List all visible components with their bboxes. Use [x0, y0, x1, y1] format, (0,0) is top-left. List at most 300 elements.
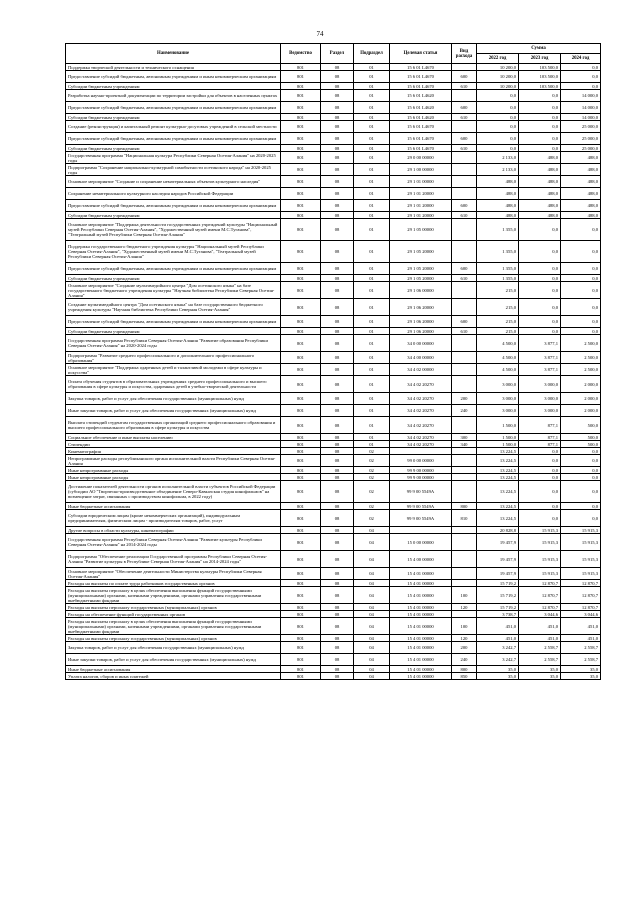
- cell-podrazdel: 01: [354, 241, 390, 263]
- cell-expense-type: 120: [452, 604, 477, 611]
- cell-target-article: 15 6 01 L4620: [390, 102, 452, 114]
- table-row: [66, 434, 601, 441]
- table-row: [66, 673, 601, 680]
- cell-podrazdel: 02: [354, 503, 390, 510]
- cell-podrazdel: 01: [354, 316, 390, 328]
- table-row: [66, 200, 601, 212]
- cell-vedomstvo: 801: [281, 666, 321, 673]
- cell-sum-2023: 488,0: [519, 164, 561, 176]
- cell-name: Социальное обеспечение и иные выплаты населению: [66, 434, 281, 441]
- cell-expense-type: [452, 455, 477, 467]
- cell-sum-2022: 1 355,0: [477, 241, 519, 263]
- table-row: [66, 164, 601, 176]
- cell-vedomstvo: 801: [281, 474, 321, 481]
- cell-expense-type: 610: [452, 145, 477, 152]
- cell-razdel: 08: [321, 376, 354, 393]
- cell-podrazdel: 01: [354, 114, 390, 121]
- cell-sum-2023: 0,0: [519, 455, 561, 467]
- cell-podrazdel: 01: [354, 376, 390, 393]
- cell-razdel: 08: [321, 83, 354, 90]
- cell-sum-2024: 35,0: [561, 673, 601, 680]
- cell-sum-2024: 0,0: [561, 83, 601, 90]
- cell-target-article: 34 4 02 20270: [390, 434, 452, 441]
- cell-sum-2022: 488,0: [477, 188, 519, 200]
- table-row: [66, 335, 601, 352]
- cell-sum-2022: 3 000,0: [477, 393, 519, 405]
- cell-sum-2024: 12 870,7: [561, 604, 601, 611]
- cell-podrazdel: 01: [354, 335, 390, 352]
- cell-vedomstvo: 801: [281, 635, 321, 642]
- cell-sum-2022: 3 000,0: [477, 376, 519, 393]
- cell-razdel: 08: [321, 580, 354, 587]
- cell-sum-2023: 488,0: [519, 188, 561, 200]
- cell-vedomstvo: 801: [281, 212, 321, 219]
- table-row: [66, 71, 601, 83]
- cell-podrazdel: 02: [354, 481, 390, 503]
- cell-target-article: 29 1 01 00000: [390, 176, 452, 188]
- cell-podrazdel: 01: [354, 434, 390, 441]
- cell-expense-type: [452, 299, 477, 316]
- cell-sum-2023: 3 877,1: [519, 335, 561, 352]
- cell-sum-2022: 1 500,0: [477, 417, 519, 434]
- table-row: [66, 417, 601, 434]
- cell-sum-2024: 0,0: [561, 448, 601, 455]
- cell-target-article: 15 4 01 00000: [390, 618, 452, 635]
- cell-sum-2022: 3 242,7: [477, 654, 519, 666]
- cell-sum-2024: 0,0: [561, 275, 601, 282]
- cell-sum-2024: 2 500,0: [561, 335, 601, 352]
- cell-name: Иные непрограммные расходы: [66, 474, 281, 481]
- header-sum: Сумма: [477, 44, 601, 54]
- cell-sum-2023: 488,0: [519, 212, 561, 219]
- table-row: [66, 328, 601, 335]
- cell-target-article: [390, 448, 452, 455]
- cell-sum-2023: 0,0: [519, 299, 561, 316]
- table-row: [66, 83, 601, 90]
- cell-sum-2022: 13 224,5: [477, 510, 519, 527]
- cell-vedomstvo: 801: [281, 200, 321, 212]
- cell-vedomstvo: 801: [281, 568, 321, 580]
- cell-name: Создание мультимедийного центра "Дом осетинского языка" на базе государственного бюджетного учреждения культуры "Научная библиотека Республики Северная Осетия-Алания": [66, 299, 281, 316]
- cell-vedomstvo: 801: [281, 328, 321, 335]
- cell-podrazdel: 01: [354, 145, 390, 152]
- cell-sum-2023: 12 870,7: [519, 604, 561, 611]
- cell-sum-2024: 2 558,7: [561, 654, 601, 666]
- cell-sum-2024: 25 000,0: [561, 133, 601, 145]
- cell-sum-2024: 2 500,0: [561, 352, 601, 364]
- cell-sum-2024: 488,0: [561, 188, 601, 200]
- cell-sum-2023: 3 877,1: [519, 364, 561, 376]
- cell-podrazdel: 01: [354, 282, 390, 299]
- cell-razdel: 08: [321, 455, 354, 467]
- cell-podrazdel: 04: [354, 551, 390, 568]
- cell-name: Государственная программа "Национальная культура Республики Северная Осетия-Алания" на 2020-2025 годы: [66, 152, 281, 164]
- cell-expense-type: 340: [452, 441, 477, 448]
- cell-sum-2024: 0,0: [561, 316, 601, 328]
- cell-expense-type: 800: [452, 666, 477, 673]
- table-row: [66, 405, 601, 417]
- cell-target-article: 29 0 00 00000: [390, 152, 452, 164]
- cell-razdel: 08: [321, 604, 354, 611]
- cell-name: Субсидии бюджетным учреждениям: [66, 212, 281, 219]
- cell-sum-2022: 3 242,7: [477, 642, 519, 654]
- cell-target-article: 29 1 06 20000: [390, 328, 452, 335]
- cell-expense-type: 610: [452, 212, 477, 219]
- cell-target-article: 34 0 00 00000: [390, 335, 452, 352]
- cell-expense-type: [452, 527, 477, 534]
- cell-sum-2024: 488,0: [561, 164, 601, 176]
- cell-expense-type: [452, 481, 477, 503]
- cell-expense-type: 120: [452, 635, 477, 642]
- cell-podrazdel: 04: [354, 642, 390, 654]
- table-row: [66, 121, 601, 133]
- cell-expense-type: [452, 282, 477, 299]
- cell-sum-2023: 103 500,0: [519, 64, 561, 71]
- cell-target-article: 15 4 01 00000: [390, 580, 452, 587]
- cell-sum-2024: 25 000,0: [561, 145, 601, 152]
- cell-vedomstvo: 801: [281, 434, 321, 441]
- cell-target-article: 29 1 05 20000: [390, 275, 452, 282]
- cell-podrazdel: 02: [354, 448, 390, 455]
- cell-name: Расходы на обеспечение функций государственных органов: [66, 611, 281, 618]
- header-year-2024: 2024 год: [561, 54, 601, 64]
- cell-podrazdel: 04: [354, 568, 390, 580]
- cell-sum-2022: 4 500,0: [477, 335, 519, 352]
- cell-expense-type: [452, 352, 477, 364]
- cell-sum-2023: 12 870,7: [519, 580, 561, 587]
- cell-name: Расходы на выплаты персоналу государственных (муниципальных) органов: [66, 604, 281, 611]
- cell-sum-2022: 0,0: [477, 121, 519, 133]
- cell-target-article: 15 6 01 L4670: [390, 133, 452, 145]
- cell-razdel: 08: [321, 417, 354, 434]
- cell-sum-2024: 12 870,7: [561, 580, 601, 587]
- cell-sum-2023: 2 558,7: [519, 642, 561, 654]
- table-row: [66, 611, 601, 618]
- cell-target-article: 99 9 00 00000: [390, 467, 452, 474]
- cell-name: Закупка товаров, работ и услуг для обеспечения государственных (муниципальных) нужд: [66, 642, 281, 654]
- cell-sum-2024: 0,0: [561, 481, 601, 503]
- cell-name: Основное мероприятие "Создание мультимедийного центра "Дом осетинского языка" на базе государственного бюджетного учреждения культуры "Научная библиотека Республики Северная Осетия-Алания": [66, 282, 281, 299]
- cell-name: Уплата налогов, сборов и иных платежей: [66, 673, 281, 680]
- cell-sum-2023: 451,0: [519, 618, 561, 635]
- cell-sum-2023: 12 870,7: [519, 587, 561, 604]
- cell-vedomstvo: 801: [281, 467, 321, 474]
- header-podrazdel: Подраздел: [354, 44, 390, 64]
- cell-razdel: 08: [321, 587, 354, 604]
- cell-podrazdel: 01: [354, 263, 390, 275]
- cell-name: Непрограммные расходы республиканского органа исполнительной власти Республики Северная Осетия-Алания: [66, 455, 281, 467]
- cell-name: Основное мероприятие "Поддержка одаренных детей и талантливой молодежи в сфере культуры и искусства": [66, 364, 281, 376]
- cell-expense-type: [452, 568, 477, 580]
- cell-expense-type: 600: [452, 263, 477, 275]
- table-row: [66, 299, 601, 316]
- cell-sum-2022: 10 200,0: [477, 71, 519, 83]
- cell-vedomstvo: 801: [281, 393, 321, 405]
- cell-vedomstvo: 801: [281, 275, 321, 282]
- cell-target-article: 15 6 01 L4620: [390, 90, 452, 102]
- cell-sum-2023: 0,0: [519, 133, 561, 145]
- cell-razdel: 08: [321, 666, 354, 673]
- table-row: [66, 551, 601, 568]
- cell-sum-2024: 15 915,3: [561, 527, 601, 534]
- cell-target-article: 29 1 05 00000: [390, 219, 452, 241]
- cell-podrazdel: 01: [354, 64, 390, 71]
- cell-sum-2023: 0,0: [519, 241, 561, 263]
- cell-vedomstvo: 801: [281, 503, 321, 510]
- cell-sum-2022: 488,0: [477, 212, 519, 219]
- cell-expense-type: [452, 152, 477, 164]
- table-row: [66, 580, 601, 587]
- table-row: [66, 316, 601, 328]
- cell-expense-type: 610: [452, 114, 477, 121]
- cell-sum-2023: 35,0: [519, 666, 561, 673]
- table-row: [66, 455, 601, 467]
- cell-podrazdel: 04: [354, 666, 390, 673]
- cell-sum-2022: 488,0: [477, 176, 519, 188]
- cell-expense-type: [452, 219, 477, 241]
- cell-vedomstvo: 801: [281, 364, 321, 376]
- cell-name: Стипендии: [66, 441, 281, 448]
- cell-vedomstvo: 801: [281, 611, 321, 618]
- cell-name: Другие вопросы в области культуры, кинематографии: [66, 527, 281, 534]
- cell-sum-2023: 0,0: [519, 145, 561, 152]
- cell-vedomstvo: 801: [281, 642, 321, 654]
- cell-sum-2024: 0,0: [561, 299, 601, 316]
- cell-sum-2022: 451,0: [477, 618, 519, 635]
- cell-razdel: 08: [321, 282, 354, 299]
- cell-sum-2023: 0,0: [519, 282, 561, 299]
- cell-vedomstvo: 801: [281, 580, 321, 587]
- cell-razdel: 08: [321, 364, 354, 376]
- cell-vedomstvo: 801: [281, 90, 321, 102]
- cell-vedomstvo: 801: [281, 352, 321, 364]
- cell-podrazdel: 01: [354, 133, 390, 145]
- table-row: [66, 145, 601, 152]
- cell-razdel: 08: [321, 90, 354, 102]
- cell-sum-2022: 15 719,2: [477, 580, 519, 587]
- cell-vedomstvo: 801: [281, 448, 321, 455]
- cell-sum-2023: 488,0: [519, 176, 561, 188]
- cell-sum-2023: 0,0: [519, 467, 561, 474]
- cell-razdel: 08: [321, 673, 354, 680]
- cell-name: Сохранение нематериального культурного наследия народов Российской Федерации: [66, 188, 281, 200]
- cell-sum-2024: 0,0: [561, 64, 601, 71]
- cell-sum-2024: 3 044,6: [561, 611, 601, 618]
- cell-podrazdel: 01: [354, 83, 390, 90]
- cell-name: Иные закупки товаров, работ и услуг для обеспечения государственных (муниципальных) нужд: [66, 654, 281, 666]
- cell-name: Государственная программа Республики Северная Осетия-Алания "Развитие образования Республики Северная Осетия-Алания" на 2020-2024 годы: [66, 335, 281, 352]
- cell-sum-2023: 15 915,3: [519, 568, 561, 580]
- cell-sum-2024: 2 000,0: [561, 405, 601, 417]
- cell-expense-type: [452, 241, 477, 263]
- cell-sum-2023: 3 000,0: [519, 393, 561, 405]
- cell-razdel: 08: [321, 503, 354, 510]
- cell-razdel: 08: [321, 393, 354, 405]
- cell-expense-type: [452, 64, 477, 71]
- cell-expense-type: [452, 335, 477, 352]
- cell-podrazdel: 04: [354, 654, 390, 666]
- table-row: [66, 64, 601, 71]
- cell-expense-type: [452, 467, 477, 474]
- cell-name: Предоставление субсидий бюджетным, автономным учреждениям и иным некоммерческим организациям: [66, 316, 281, 328]
- cell-sum-2023: 3 000,0: [519, 376, 561, 393]
- table-row: [66, 448, 601, 455]
- cell-sum-2022: 20 828,8: [477, 527, 519, 534]
- cell-name: Подпрограмма "Развитие среднего профессионального и дополнительного профессионального образования": [66, 352, 281, 364]
- cell-target-article: 15 4 01 00000: [390, 666, 452, 673]
- cell-sum-2022: 19 457,9: [477, 568, 519, 580]
- cell-razdel: 08: [321, 618, 354, 635]
- cell-razdel: 08: [321, 71, 354, 83]
- cell-target-article: 99 9 00 5549A: [390, 503, 452, 510]
- cell-target-article: 29 1 06 20000: [390, 299, 452, 316]
- cell-target-article: 29 1 01 20000: [390, 188, 452, 200]
- cell-expense-type: 610: [452, 275, 477, 282]
- cell-sum-2023: 35,0: [519, 673, 561, 680]
- cell-razdel: 08: [321, 275, 354, 282]
- cell-name: Расходы на выплаты персоналу в целях обеспечения выполнения функций государственными (муниципальными) органами, казенными учреждениями, органами управления государственными внебюджетными фондами: [66, 587, 281, 604]
- cell-sum-2023: 0,0: [519, 102, 561, 114]
- table-row: [66, 568, 601, 580]
- cell-expense-type: [452, 448, 477, 455]
- table-row: [66, 152, 601, 164]
- cell-name: Подпрограмма "Сохранение национально-культурной самобытности осетинского народа" на 2020-2025 годы: [66, 164, 281, 176]
- cell-target-article: [390, 527, 452, 534]
- cell-podrazdel: 01: [354, 275, 390, 282]
- cell-podrazdel: 01: [354, 71, 390, 83]
- cell-sum-2024: 2 558,7: [561, 642, 601, 654]
- cell-name: Предоставление субсидий бюджетным, автономным учреждениям и иным некоммерческим организациям: [66, 102, 281, 114]
- cell-sum-2023: 15 915,3: [519, 527, 561, 534]
- cell-vedomstvo: 801: [281, 405, 321, 417]
- cell-name: Субсидии юридическим лицам (кроме некоммерческих организаций), индивидуальным предпринимателям, физическим лицам - производителям товаров, работ, услуг: [66, 510, 281, 527]
- cell-razdel: 08: [321, 145, 354, 152]
- cell-sum-2023: 103 500,0: [519, 71, 561, 83]
- cell-sum-2022: 15 719,2: [477, 587, 519, 604]
- table-row: [66, 467, 601, 474]
- cell-podrazdel: 04: [354, 604, 390, 611]
- cell-podrazdel: 04: [354, 673, 390, 680]
- cell-sum-2022: 10 200,0: [477, 83, 519, 90]
- cell-sum-2022: 15 719,2: [477, 604, 519, 611]
- cell-target-article: 99 0 00 00000: [390, 455, 452, 467]
- cell-vedomstvo: 801: [281, 152, 321, 164]
- cell-podrazdel: 01: [354, 405, 390, 417]
- cell-razdel: 08: [321, 133, 354, 145]
- cell-razdel: 08: [321, 64, 354, 71]
- cell-razdel: 08: [321, 611, 354, 618]
- cell-expense-type: [452, 534, 477, 551]
- cell-razdel: 08: [321, 263, 354, 275]
- cell-razdel: 08: [321, 448, 354, 455]
- cell-sum-2024: 35,0: [561, 666, 601, 673]
- cell-name: Иные закупки товаров, работ и услуг для обеспечения государственных (муниципальных) нужд: [66, 405, 281, 417]
- cell-name: Разработка научно-проектной документации по территории застройки для объектов в населенных пунктах: [66, 90, 281, 102]
- cell-name: Субсидии бюджетным учреждениям: [66, 83, 281, 90]
- cell-vedomstvo: 801: [281, 241, 321, 263]
- cell-sum-2022: 1 355,0: [477, 275, 519, 282]
- cell-name: Предоставление субсидий бюджетным, автономным учреждениям и иным некоммерческим организациям: [66, 71, 281, 83]
- cell-name: Основное мероприятие "Обеспечение деятельности Министерства культуры Республики Северная Осетия-Алания": [66, 568, 281, 580]
- cell-razdel: 08: [321, 510, 354, 527]
- table-row: [66, 474, 601, 481]
- cell-expense-type: [452, 121, 477, 133]
- cell-sum-2023: 0,0: [519, 275, 561, 282]
- table-row: [66, 219, 601, 241]
- cell-sum-2022: 1 500,0: [477, 441, 519, 448]
- cell-podrazdel: 04: [354, 618, 390, 635]
- cell-vedomstvo: 801: [281, 102, 321, 114]
- cell-razdel: 08: [321, 527, 354, 534]
- cell-expense-type: [452, 90, 477, 102]
- cell-vedomstvo: 801: [281, 64, 321, 71]
- cell-expense-type: [452, 474, 477, 481]
- cell-sum-2023: 0,0: [519, 503, 561, 510]
- table-row: [66, 376, 601, 393]
- table-row: [66, 654, 601, 666]
- cell-razdel: 08: [321, 335, 354, 352]
- cell-vedomstvo: 801: [281, 673, 321, 680]
- table-row: [66, 503, 601, 510]
- cell-sum-2022: 3 000,0: [477, 405, 519, 417]
- cell-target-article: 15 4 00 00000: [390, 551, 452, 568]
- cell-sum-2023: 0,0: [519, 114, 561, 121]
- cell-expense-type: 600: [452, 133, 477, 145]
- cell-target-article: 34 4 02 00000: [390, 364, 452, 376]
- cell-sum-2023: 103 500,0: [519, 83, 561, 90]
- cell-sum-2024: 500,0: [561, 441, 601, 448]
- cell-podrazdel: 01: [354, 352, 390, 364]
- cell-razdel: 08: [321, 352, 354, 364]
- header-expense-type: Вид расхода: [452, 44, 477, 64]
- cell-target-article: 15 4 01 00000: [390, 611, 452, 618]
- cell-expense-type: [452, 364, 477, 376]
- table-header: [66, 44, 601, 64]
- cell-sum-2022: 0,0: [477, 133, 519, 145]
- cell-vedomstvo: 801: [281, 282, 321, 299]
- cell-target-article: 29 1 01 20000: [390, 200, 452, 212]
- cell-sum-2022: 13 224,5: [477, 481, 519, 503]
- cell-sum-2024: 0,0: [561, 455, 601, 467]
- cell-vedomstvo: 801: [281, 618, 321, 635]
- cell-podrazdel: 01: [354, 152, 390, 164]
- cell-expense-type: 600: [452, 200, 477, 212]
- cell-vedomstvo: 801: [281, 316, 321, 328]
- cell-podrazdel: 01: [354, 364, 390, 376]
- cell-target-article: 29 1 05 20000: [390, 263, 452, 275]
- cell-sum-2022: 0,0: [477, 114, 519, 121]
- cell-sum-2024: 0,0: [561, 328, 601, 335]
- cell-podrazdel: 01: [354, 393, 390, 405]
- cell-name: Расходы на выплаты по оплате труда работников государственных органов: [66, 580, 281, 587]
- cell-razdel: 08: [321, 481, 354, 503]
- table-row: [66, 352, 601, 364]
- cell-sum-2024: 25 000,0: [561, 121, 601, 133]
- cell-sum-2024: 451,0: [561, 635, 601, 642]
- cell-sum-2024: 0,0: [561, 219, 601, 241]
- cell-sum-2024: 14 000,0: [561, 90, 601, 102]
- cell-vedomstvo: 801: [281, 164, 321, 176]
- cell-razdel: 08: [321, 152, 354, 164]
- cell-sum-2024: 0,0: [561, 71, 601, 83]
- cell-sum-2024: 14 000,0: [561, 114, 601, 121]
- cell-name: Расходы на выплаты персоналу государственных (муниципальных) органов: [66, 635, 281, 642]
- cell-sum-2023: 0,0: [519, 263, 561, 275]
- cell-sum-2024: 0,0: [561, 282, 601, 299]
- cell-razdel: 08: [321, 299, 354, 316]
- cell-sum-2022: 0,0: [477, 90, 519, 102]
- cell-vedomstvo: 801: [281, 335, 321, 352]
